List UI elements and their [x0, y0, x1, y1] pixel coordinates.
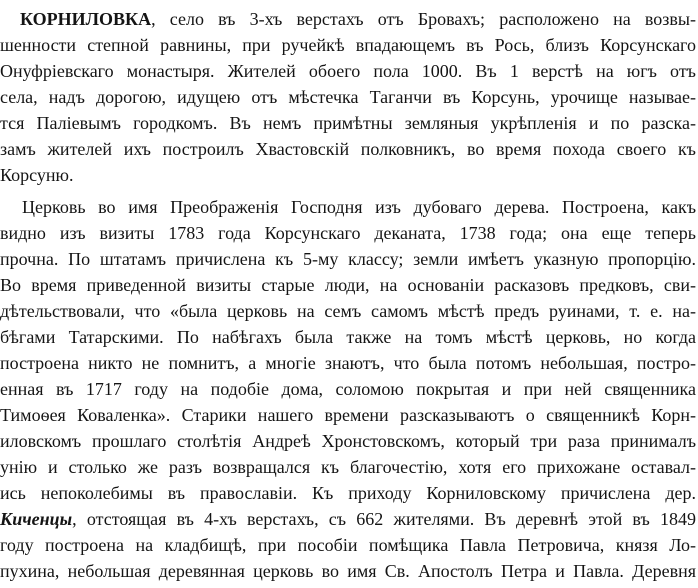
text-line: иловскомъ прошлаго столѣтія Андреѣ Хронстовскомъ, который три раза принималъ — [0, 431, 696, 451]
text-line: енная въ 1717 году на подобіе дома, соломою покрытая и при ней священника — [0, 379, 696, 399]
village-name: КОРНИЛОВКА — [20, 9, 152, 29]
text-line: ись непоколебимы въ православіи. Къ приходу Корниловскому причислена дер. — [0, 483, 696, 503]
text-line: дѣтельствовали, что «была церковь на семъ самомъ мѣстѣ предъ руинами, т. е. на- — [0, 301, 696, 321]
text-line: бѣгами Татарскими. По набѣгахъ была также на томъ мѣстѣ церковь, но когда — [0, 327, 696, 347]
text-line: Во время приведенной визиты старые люди, на основаніи расказовъ предковъ, сви- — [0, 275, 696, 295]
text-line: видно изъ визиты 1783 года Корсунскаго деканата, 1738 года; она еще теперь — [0, 223, 696, 243]
text-line: Онуфріевскаго монастыря. Жителей обоего пола 1000. Въ 1 верстѣ на югъ отъ — [0, 61, 696, 81]
text-line: пухина, небольшая деревянная церковь во имя Св. Апостолъ Петра и Павла. Деревня — [0, 561, 696, 581]
text-line — [20, 6, 696, 32]
text-line: Тимоѳея Коваленка». Старики нашего времени разсказываютъ о священникѣ Корн- — [0, 405, 696, 425]
text-line: Церковь во имя Преображенія Господня изъ дубоваго дерева. Построена, какъ — [22, 197, 696, 217]
text-line: построена никто не помнитъ, а многіе знаютъ, что была потомъ небольшая, постро- — [0, 353, 696, 373]
text-line: году построена на кладбищѣ, при пособіи помѣщика Павла Петровича, князя Ло- — [0, 535, 696, 555]
line-rest: , отстоящая въ 4-хъ верстахъ, съ 662 жителями. Въ деревнѣ этой въ 1849 — [72, 509, 696, 529]
text-line: шенности степной равнины, при ручейкѣ впадающемъ въ Рось, близъ Корсунскаго — [0, 35, 696, 55]
text-line: замъ жителей ихъ построилъ Хвастовскій полковникъ, во время похода своего къ — [0, 139, 696, 159]
text-line: прочна. По штатамъ причислена къ 5-му классу; земли имѣетъ указную пропорцію. — [0, 249, 696, 269]
text-line — [0, 506, 696, 532]
text-line: унію и столько же разъ возвращался къ благочестію, хотя его прихожане оставал- — [0, 457, 696, 477]
text-line: Корсуню. — [0, 165, 74, 185]
text-line: тся Паліевымъ городкомъ. Въ немъ примѣтны земляныя укрѣпленія и по разска- — [0, 113, 696, 133]
village-name-kichentsy: Киченцы — [0, 509, 73, 529]
text-line: села, надъ дорогою, идущею отъ мѣстечка Таганчи въ Корсунь, урочище называе- — [0, 87, 696, 107]
line-rest: , село въ 3-хъ верстахъ отъ Бровахъ; расположено на возвы- — [151, 9, 696, 29]
